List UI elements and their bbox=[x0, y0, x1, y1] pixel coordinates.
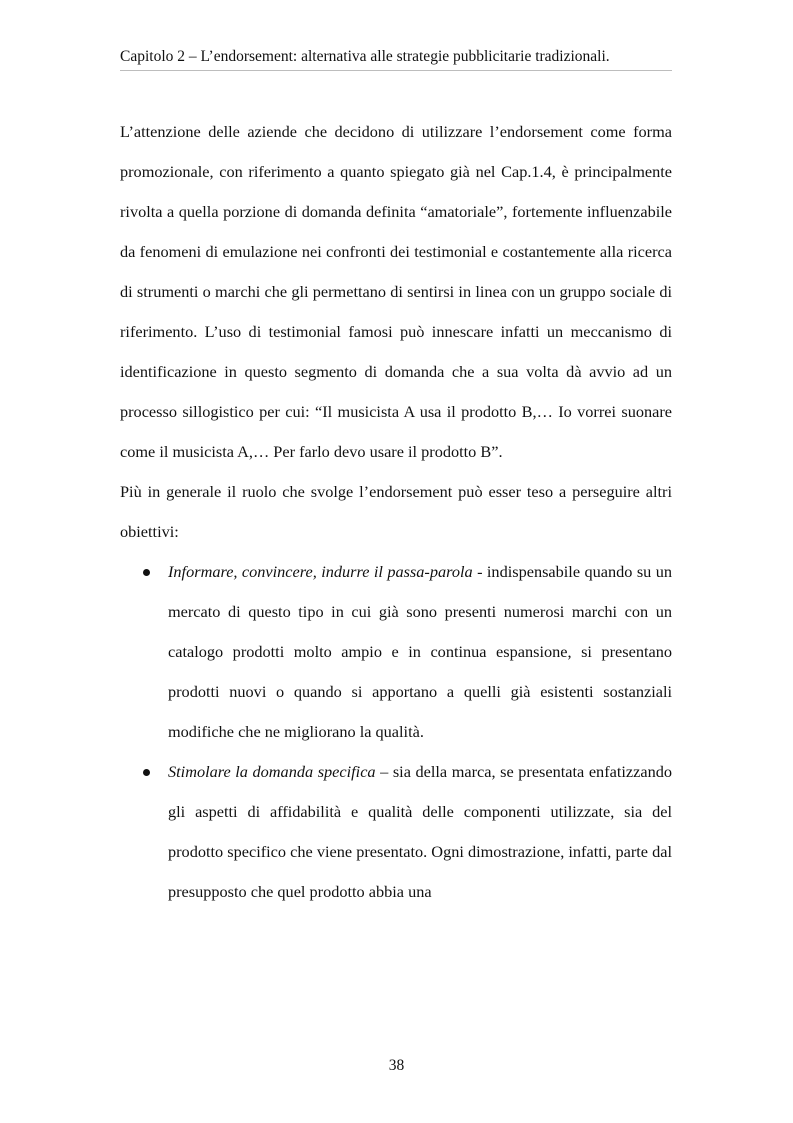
page-number: 38 bbox=[388, 1057, 405, 1074]
bullet-body-text: - indispensabile quando su un mercato di questo tipo in cui già sono presenti numerosi marchi con un catalogo prodotti molto ampio e in continua espansione, si presentano prodotti nuovi o quando si apportano a quelli già esistenti sostanziali modifiche che ne migliorano la qualità. bbox=[168, 562, 672, 741]
bullet-icon bbox=[143, 569, 150, 576]
bullet-lead-text: Stimolare la domanda specifica bbox=[168, 762, 376, 781]
list-item bbox=[120, 552, 672, 752]
header-rule bbox=[120, 70, 672, 71]
paragraph-endorsement-attention: L’attenzione delle aziende che decidono di utilizzare l’endorsement come forma promozionale, con riferimento a quanto spiegato già nel Cap.1.4, è principalmente rivolta a quella porzione di domanda definita “amatoriale”, fortemente influenzabile da fenomeni di emulazione nei confronti dei testimonial e costantemente alla ricerca di strumenti o marchi che gli permettano di sentirsi in linea con un gruppo sociale di riferimento. L’uso di testimonial famosi può innescare infatti un meccanismo di identificazione in questo segmento di domanda che a sua volta dà avvio ad un processo sillogistico per cui: “Il musicista A usa il prodotto B,… Io vorrei suonare come il musicista A,… Per farlo devo usare il prodotto B”. bbox=[120, 122, 672, 461]
bullet-body-text: – sia della marca, se presentata enfatizzando gli aspetti di affidabilità e qualità delle componenti utilizzate, sia del prodotto specifico che viene presentato. Ogni dimostrazione, infatti, parte dal presupposto che quel prodotto abbia una bbox=[168, 762, 672, 901]
paragraph-other-objectives: Più in generale il ruolo che svolge l’endorsement può esser teso a perseguire altri obiettivi: bbox=[120, 482, 672, 541]
bullet-lead-text: Informare, convincere, indurre il passa-parola bbox=[168, 562, 473, 581]
bullet-icon bbox=[143, 769, 150, 776]
running-header: Capitolo 2 – L’endorsement: alternativa alle strategie pubblicitarie tradizionali. bbox=[120, 48, 610, 65]
objectives-list bbox=[120, 552, 672, 912]
list-item bbox=[120, 752, 672, 912]
page-body bbox=[120, 112, 672, 912]
